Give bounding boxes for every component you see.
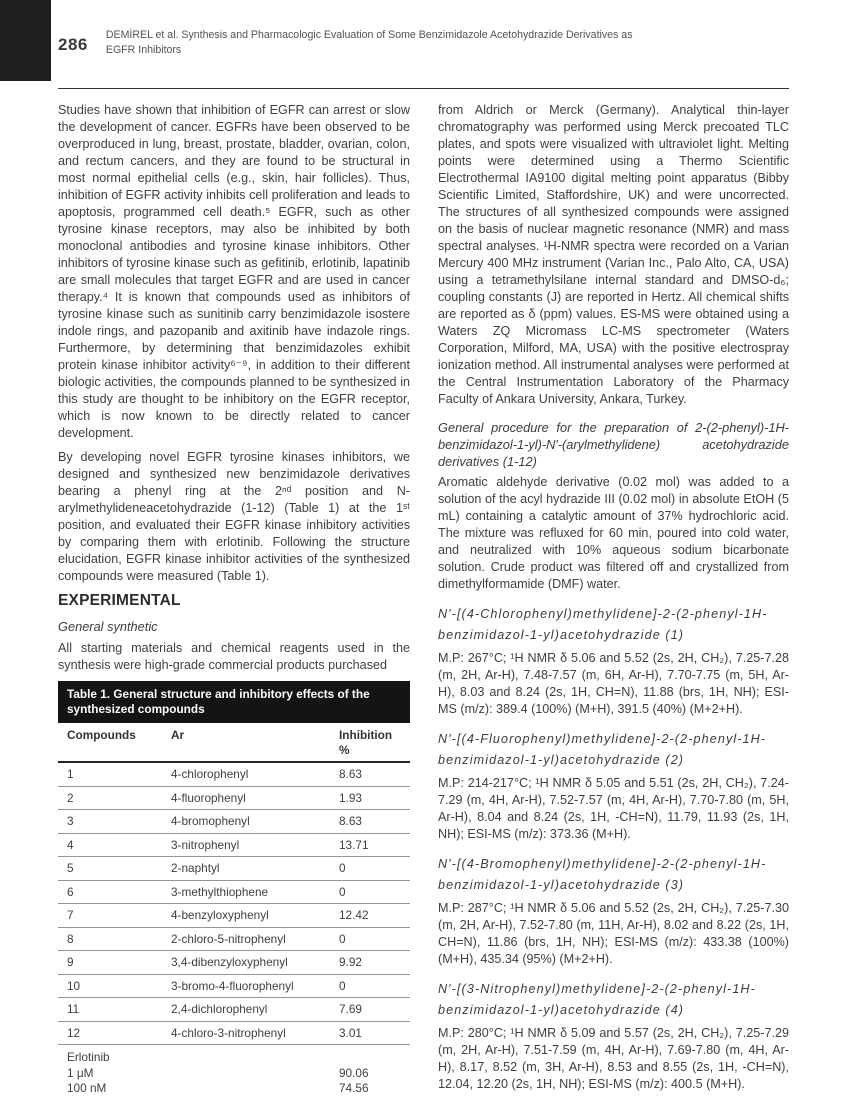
table-row xyxy=(58,928,410,952)
table-row xyxy=(58,1022,410,1046)
cell-compound: 2 xyxy=(67,790,74,805)
erlotinib-dose-1: 1 μM xyxy=(67,1065,94,1080)
erlotinib-dose-2: 100 nM xyxy=(67,1081,107,1095)
cell-compound: 12 xyxy=(67,1025,81,1040)
general-synthetic-heading: General synthetic xyxy=(58,619,158,634)
cell-ar: 4-chlorophenyl xyxy=(171,767,249,781)
compound-4-heading: N′-[(3-Nitrophenyl)methylidene]-2-(2-phenyl-1H-benzimidazol-1-yl)acetohydrazide (4) xyxy=(438,982,756,1017)
experimental-heading: EXPERIMENTAL xyxy=(58,592,181,609)
cell-ar: 4-fluorophenyl xyxy=(171,790,246,805)
cell-ar: 2-naphtyl xyxy=(171,861,220,875)
compound-2-data: M.P: 214-217°C; ¹H NMR δ 5.05 and 5.51 (2s, 2H, CH₂), 7.24-7.29 (m, 4H, Ar-H), 7.52-7.57 (m, 4H, Ar-H), 7.70-7.80 (m, 5H, Ar-H), 8.04 and 8.24 (2s, 1H, -CH=N), 11.79, 11.93 (2s, 1H, NH); ESI-MS (m/z): 373.36 (M+H). xyxy=(438,776,789,841)
cell-compound: 10 xyxy=(67,978,81,993)
table-row xyxy=(58,904,410,928)
running-title-line1: DEMİREL et al. Synthesis and Pharmacologic Evaluation of Some Benzimidazole Acetohydrazide Derivatives as xyxy=(105,29,633,41)
table-1-title: Table 1. General structure and inhibitory effects of the synthesized compounds xyxy=(58,681,410,723)
cell-inhibition: 12.42 xyxy=(339,908,369,922)
erlotinib-dose-1-value: 90.06 xyxy=(339,1065,369,1080)
two-column-body xyxy=(58,102,789,1103)
cell-inhibition: 0 xyxy=(339,978,346,993)
table-row xyxy=(58,951,410,975)
table-row xyxy=(58,998,410,1022)
cell-compound: 8 xyxy=(67,931,74,946)
cell-ar: 3-nitrophenyl xyxy=(171,837,240,852)
intro-paragraph-1: Studies have shown that inhibition of EGFR can arrest or slow the development of cancer. EGFRs have been observed to be overproduced in lung, breast, prostate, bladder, ovarian, colon, and rectum cancers, and they are found to be structural in most normal epithelial cells (e.g., skin, hair follicles). Thus, inhibition of EGFR activity inhibits cell proliferation and leads to apoptosis, programmed cell death.⁵ EGFR, such as other tyrosine kinase receptors, may also be inhibited by both monoclonal antibodies and tyrosine kinase inhibitors. Other inhibitors of tyrosine kinase such as gefitinib, erlotinib, lapatinib are small molecules that target EGFR and are used in cancer therapy.⁴ It is known that compounds used as inhibitors of tyrosine kinase such as sunitinib carry benzimidazole isostere indole rings, and pazopanib and axitinib have indazole rings. Furthermore, by determining that benzimidazoles exhibit protein kinase inhibitor activity⁶⁻⁹, in addition to their different biologic activities, the compounds planned to be synthesized in this study are thought to be inhibitory on the EGFR receptor, which is now known to be directly related to cancer development. xyxy=(58,103,410,440)
intro-paragraph-2: By developing novel EGFR tyrosine kinases inhibitors, we designed and synthesized new benzimidazole derivatives bearing a phenyl ring at the 2ⁿᵈ position and N-arylmethylideneacetohydrazide (1-12) (Table 1) at the 1ˢᵗ position, and evaluated their EGFR kinase inhibitory activities by comparing them with erlotinib. Following the structure elucidation, EGFR kinase inhibitor activities of the synthesized compounds were measured (Table 1). xyxy=(58,450,410,583)
erlotinib-label: Erlotinib xyxy=(67,1050,110,1064)
cell-inhibition: 0 xyxy=(339,884,346,899)
cell-inhibition: 3.01 xyxy=(339,1025,362,1040)
corner-black-block xyxy=(0,0,51,81)
materials-paragraph: from Aldrich or Merck (Germany). Analytical thin-layer chromatography was performed using Merck precoated TLC plates, and spots were visualized with ultraviolet light. Melting points were determined using a Thermo Scientific Electrothermal IA9100 digital melting point apparatus (Bibby Scientific Limited, Staffordshire, UK) and were uncorrected. The structures of all synthesized compounds were assigned on the basis of nuclear magnetic resonance (NMR) and mass spectral analyses. ¹H-NMR spectra were recorded on a Varian Mercury 400 MHz instrument (Varian Inc., Palo Alto, CA, USA) using a tetramethylsilane internal standard and DMSO-d₆; coupling constants (J) are reported in Hertz. All chemical shifts are reported as δ (ppm) values. ES-MS were obtained using a Waters ZQ Micromass LC-MS spectrometer (Waters Corporation, Milford, MA, USA) with the positive electrospray ionization method. All instrumental analyses were performed at the Central Instrumentation Laboratory of the Pharmacy Faculty of Ankara University, Ankara, Turkey. xyxy=(438,103,789,406)
general-synthetic-paragraph: All starting materials and chemical reagents used in the synthesis were high-grade commercial products purchased xyxy=(58,641,410,672)
running-title xyxy=(106,28,633,58)
table-row xyxy=(58,857,410,881)
cell-ar: 4-benzyloxyphenyl xyxy=(171,908,269,922)
cell-inhibition: 8.63 xyxy=(339,814,362,828)
cell-inhibition: 0 xyxy=(339,931,346,946)
col-header-ar: Ar xyxy=(171,728,185,742)
cell-inhibition: 13.71 xyxy=(339,837,369,852)
page-header xyxy=(58,28,633,58)
cell-compound: 9 xyxy=(67,955,74,969)
erlotinib-labels xyxy=(67,1050,339,1097)
compound-3-data: M.P: 287°C; ¹H NMR δ 5.06 and 5.52 (2s, 2H, CH₂), 7.25-7.30 (m, 2H, Ar-H), 7.52-7.80 (m, 11H, Ar-H), 8.02 and 8.22 (2s, 1H, CH=N), 11.86 (brs, 1H, NH); ESI-MS (m/z): 433.38 (100%) (M+H), 435.34 (95%) (M+2+H). xyxy=(438,901,789,966)
cell-inhibition: 9.92 xyxy=(339,955,362,969)
procedure-paragraph: Aromatic aldehyde derivative (0.02 mol) was added to a solution of the acyl hydrazide III (0.02 mol) in absolute EtOH (5 mL) containing a catalytic amount of 37% hydrochloric acid. The mixture was refluxed for 60 min, poured into cold water, and neutralized with 10% aqueous sodium bicarbonate solution. Crude product was filtered off and crystallized from dimethylformamide (DMF) water. xyxy=(438,475,789,591)
cell-ar: 3,4-dibenzyloxyphenyl xyxy=(171,955,288,969)
cell-ar: 3-bromo-4-fluorophenyl xyxy=(171,978,294,993)
cell-ar: 4-chloro-3-nitrophenyl xyxy=(171,1025,286,1040)
right-column xyxy=(438,102,789,1103)
table-row xyxy=(58,810,410,834)
page-number: 286 xyxy=(58,35,88,54)
table-row xyxy=(58,787,410,811)
compound-1-heading: N′-[(4-Chlorophenyl)methylidene]-2-(2-phenyl-1H-benzimidazol-1-yl)acetohydrazide (1) xyxy=(438,607,768,642)
header-divider xyxy=(58,88,789,89)
cell-ar: 4-bromophenyl xyxy=(171,814,250,828)
erlotinib-dose-2-value: 74.56 xyxy=(339,1081,369,1095)
cell-compound: 6 xyxy=(67,884,74,899)
table-erlotinib-row xyxy=(58,1045,410,1103)
table-1-header-row xyxy=(58,723,410,763)
cell-ar: 2-chloro-5-nitrophenyl xyxy=(171,931,286,946)
cell-inhibition: 8.63 xyxy=(339,767,362,781)
cell-compound: 4 xyxy=(67,837,74,852)
procedure-heading: General procedure for the preparation of 2-(2-phenyl)-1H-benzimidazol-1-yl)-N′-(arylmethylidene) acetohydrazide derivatives (1-12) xyxy=(438,420,789,469)
col-header-inhibition: Inhibition % xyxy=(339,728,393,757)
cell-ar: 2,4-dichlorophenyl xyxy=(171,1002,268,1016)
compound-1-data: M.P: 267°C; ¹H NMR δ 5.06 and 5.52 (2s, 2H, CH₂), 7.25-7.28 (m, 2H, Ar-H), 7.48-7.57 (m, 6H, Ar-H), 7.70-7.75 (m, 5H, Ar-H), 8.03 and 8.24 (2s, 1H, CH=N), 11.88 (brs, 1H, NH); ESI-MS (m/z): 389.4 (100%) (M+H), 391.5 (40%) (M+2+H). xyxy=(438,651,789,716)
cell-inhibition: 0 xyxy=(339,861,346,875)
cell-ar: 3-methylthiophene xyxy=(171,884,269,899)
table-row xyxy=(58,975,410,999)
table-row xyxy=(58,834,410,858)
erlotinib-blank-value xyxy=(339,1050,401,1066)
cell-compound: 3 xyxy=(67,814,74,828)
compound-4-data: M.P: 280°C; ¹H NMR δ 5.09 and 5.57 (2s, 2H, CH₂), 7.25-7.29 (m, 2H, Ar-H), 7.51-7.59 (m, 4H, Ar-H), 7.69-7.80 (m, 4H, Ar-H), 8.17, 8.52 (m, 3H, Ar-H), 8.53 and 8.55 (2s, 1H, -CH=N), 12.04, 12.20 (2s, 1H, NH); ESI-MS (m/z): 400.5 (M+H). xyxy=(438,1026,789,1091)
running-title-line2: EGFR Inhibitors xyxy=(105,44,182,56)
compound-2-heading: N′-[(4-Fluorophenyl)methylidene]-2-(2-phenyl-1H-benzimidazol-1-yl)acetohydrazide (2) xyxy=(438,732,767,767)
compound-3-heading: N′-[(4-Bromophenyl)methylidene]-2-(2-phenyl-1H-benzimidazol-1-yl)acetohydrazide (3) xyxy=(438,857,767,892)
col-header-compounds: Compounds xyxy=(67,728,136,742)
cell-compound: 5 xyxy=(67,861,74,875)
table-1 xyxy=(58,681,410,1103)
cell-inhibition: 1.93 xyxy=(339,790,362,805)
cell-inhibition: 7.69 xyxy=(339,1002,362,1016)
table-row xyxy=(58,881,410,905)
cell-compound: 11 xyxy=(67,1002,80,1016)
cell-compound: 1 xyxy=(67,767,74,781)
table-row xyxy=(58,763,410,787)
erlotinib-values xyxy=(339,1050,401,1097)
cell-compound: 7 xyxy=(67,908,74,922)
left-column xyxy=(58,102,410,1103)
